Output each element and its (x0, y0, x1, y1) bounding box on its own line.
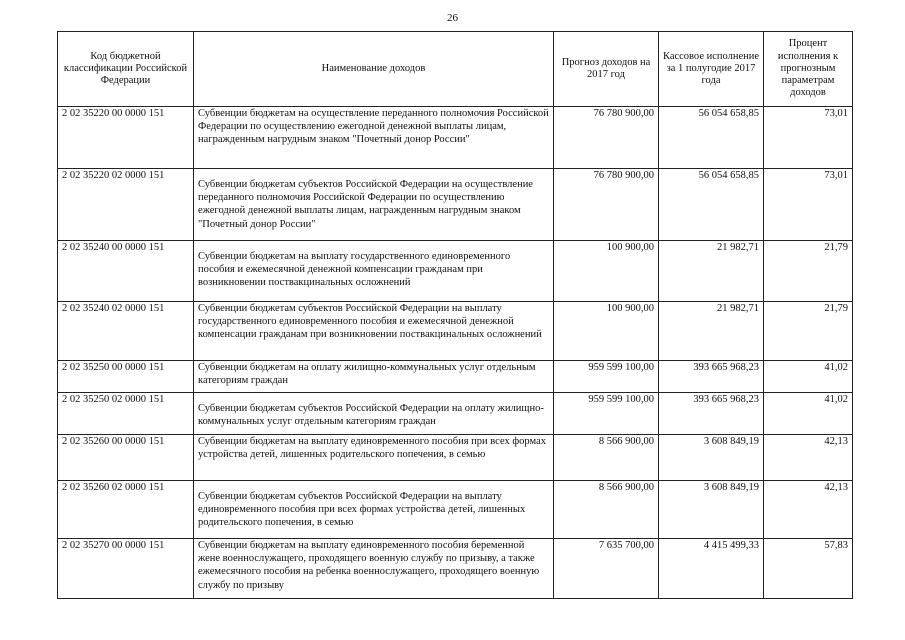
revenue-table (57, 31, 853, 599)
row-exec: 4 415 499,33 (659, 539, 764, 599)
row-exec: 3 608 849,19 (659, 435, 764, 481)
row-pct: 41,02 (764, 393, 853, 435)
page-number: 26 (447, 12, 458, 24)
row-code: 2 02 35240 00 0000 151 (58, 241, 194, 302)
row-code: 2 02 35250 02 0000 151 (58, 393, 194, 435)
row-code: 2 02 35260 00 0000 151 (58, 435, 194, 481)
row-name-text: Субвенции бюджетам субъектов Российской Федерации на осуществление переданного полномочия Российской Федерации по осуществлению ежегодной денежной выплаты лицам, награжденным нагрудным знаком "Почетный донор России" (198, 179, 533, 230)
row-name: Субвенции бюджетам субъектов Российской Федерации на выплату государственного единовременного пособия и ежемесячной денежной компенсации гражданам при возникновении поствакцинальных осложнений (194, 302, 554, 361)
row-name: Субвенции бюджетам на оплату жилищно-коммунальных услуг отдельным категориям граждан (194, 361, 554, 393)
row-name (194, 241, 554, 302)
row-plan: 100 900,00 (554, 302, 659, 361)
table-row (58, 107, 853, 169)
row-plan: 8 566 900,00 (554, 481, 659, 539)
table-row (58, 241, 853, 302)
row-code: 2 02 35260 02 0000 151 (58, 481, 194, 539)
header-plan: Прогноз доходов на 2017 год (554, 32, 659, 107)
row-exec: 21 982,71 (659, 241, 764, 302)
row-exec: 56 054 658,85 (659, 107, 764, 169)
row-exec: 393 665 968,23 (659, 361, 764, 393)
row-plan: 959 599 100,00 (554, 393, 659, 435)
header-exec: Кассовое исполнение за 1 полугодие 2017 года (659, 32, 764, 107)
row-code: 2 02 35250 00 0000 151 (58, 361, 194, 393)
row-code: 2 02 35270 00 0000 151 (58, 539, 194, 599)
table-row (58, 435, 853, 481)
row-name (194, 481, 554, 539)
row-exec: 3 608 849,19 (659, 481, 764, 539)
row-pct: 73,01 (764, 107, 853, 169)
header-code: Код бюджетной классификации Российской Федерации (58, 32, 194, 107)
row-plan: 100 900,00 (554, 241, 659, 302)
table-row (58, 539, 853, 599)
table-row (58, 302, 853, 361)
row-pct: 41,02 (764, 361, 853, 393)
row-name (194, 393, 554, 435)
row-name: Субвенции бюджетам на выплату единовременного пособия беременной жене военнослужащего, проходящего военную службу по призыву, а также ежемесячного пособия на ребенка военнослужащего, проходящего военную службу по призыву (194, 539, 554, 599)
row-name-text: Субвенции бюджетам субъектов Российской Федерации на выплату единовременного пособия при всех формах устройства детей, лишенных родительского попечения, в семью (198, 491, 526, 529)
row-pct: 21,79 (764, 241, 853, 302)
table-row (58, 481, 853, 539)
row-code: 2 02 35220 00 0000 151 (58, 107, 194, 169)
row-plan: 76 780 900,00 (554, 169, 659, 241)
header-pct: Процент исполнения к прогнозным параметрам доходов (764, 32, 853, 107)
row-pct: 21,79 (764, 302, 853, 361)
table-row (58, 169, 853, 241)
row-name-text: Субвенции бюджетам на выплату государственного единовременного пособия и ежемесячной денежной компенсации гражданам при возникновении поствакцинальных осложнений (198, 251, 511, 289)
table-row (58, 361, 853, 393)
row-code: 2 02 35240 02 0000 151 (58, 302, 194, 361)
header-name: Наименование доходов (194, 32, 554, 107)
table-row (58, 393, 853, 435)
row-exec: 21 982,71 (659, 302, 764, 361)
row-pct: 57,83 (764, 539, 853, 599)
row-name (194, 169, 554, 241)
table-header-row (58, 32, 853, 107)
row-pct: 42,13 (764, 435, 853, 481)
row-pct: 42,13 (764, 481, 853, 539)
row-code: 2 02 35220 02 0000 151 (58, 169, 194, 241)
row-exec: 393 665 968,23 (659, 393, 764, 435)
row-name-text: Субвенции бюджетам субъектов Российской Федерации на оплату жилищно-коммунальных услуг отдельным категориям граждан (198, 403, 544, 428)
row-plan: 8 566 900,00 (554, 435, 659, 481)
row-name: Субвенции бюджетам на осуществление переданного полномочия Российской Федерации по осуществлению ежегодной денежной выплаты лицам, награжденным нагрудным знаком "Почетный донор России" (194, 107, 554, 169)
row-plan: 7 635 700,00 (554, 539, 659, 599)
row-pct: 73,01 (764, 169, 853, 241)
row-plan: 959 599 100,00 (554, 361, 659, 393)
row-name: Субвенции бюджетам на выплату единовременного пособия при всех формах устройства детей, лишенных родительского попечения, в семью (194, 435, 554, 481)
row-plan: 76 780 900,00 (554, 107, 659, 169)
row-exec: 56 054 658,85 (659, 169, 764, 241)
